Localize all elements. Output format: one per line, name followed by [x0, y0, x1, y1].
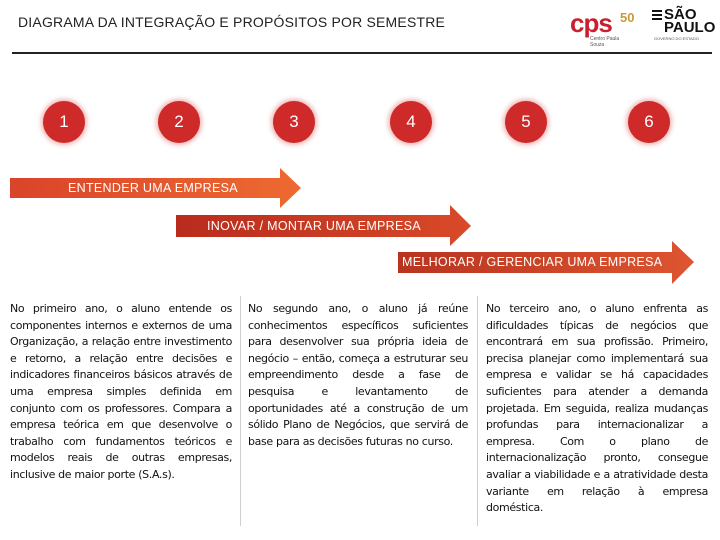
semester-circle-2: 2 [158, 101, 200, 143]
description-year-2: No segundo ano, o aluno já reúne conhecimentos específicos suficientes para desenvolver sua própria ideia de negócio – então, começa a estruturar seu empreendimento desde a fase de pesquisa e levantamento de oportunidades até a construção de um sólido Plano de Negócios, que servirá de base para as decisões futuras no curso. [248, 302, 468, 448]
description-year-1: No primeiro ano, o aluno entende os componentes internos e externos de uma Organização, a relação entre investimento e retorno, a relação entre decisões e indicadores financeiros básicos através de uma empresa simples definida em conjunto com os professores. Compara a empresa teórica em que desenvolve o trabalho com fundamentos teóricos e modelos reais de outras empresas, inclusive de maior porte (S.A.s). [10, 302, 232, 481]
cps-50-badge: 50 [620, 10, 635, 25]
semester-circle-6: 6 [628, 101, 670, 143]
arrow-label-entender: ENTENDER UMA EMPRESA [68, 181, 238, 195]
column-divider [477, 296, 478, 526]
column-divider [240, 296, 241, 526]
arrow-label-melhorar: MELHORAR / GERENCIAR UMA EMPRESA [402, 255, 663, 269]
semester-circle-5: 5 [505, 101, 547, 143]
cps-logo-subtitle: Centro Paula Souza [590, 36, 620, 48]
sp-logo: SÃO PAULO [664, 6, 716, 36]
semester-circle-1: 1 [43, 101, 85, 143]
description-year-3: No terceiro ano, o aluno enfrenta as dificuldades típicas de negócios que encontrará em sua profissão. Primeiro, precisa planejar como implementará sua empresa e validar se há capacidades suficientes para atender a demanda projetada. Em seguida, realiza mudanças profundas para internacionalizar a empresa. Com o plano de internacionalização pronto, consegue avaliar a viabilidade e a atratividade desta variante em relação à empresa doméstica. [486, 302, 708, 515]
cps-logo: cps [570, 8, 612, 38]
sp-logo-subtitle: GOVERNO DO ESTADO [654, 36, 699, 41]
page-title: DIAGRAMA DA INTEGRAÇÃO E PROPÓSITOS POR SEMESTRE [18, 14, 446, 30]
arrow-label-inovar: INOVAR / MONTAR UMA EMPRESA [207, 219, 421, 233]
semester-circle-4: 4 [390, 101, 432, 143]
semester-circle-3: 3 [273, 101, 315, 143]
